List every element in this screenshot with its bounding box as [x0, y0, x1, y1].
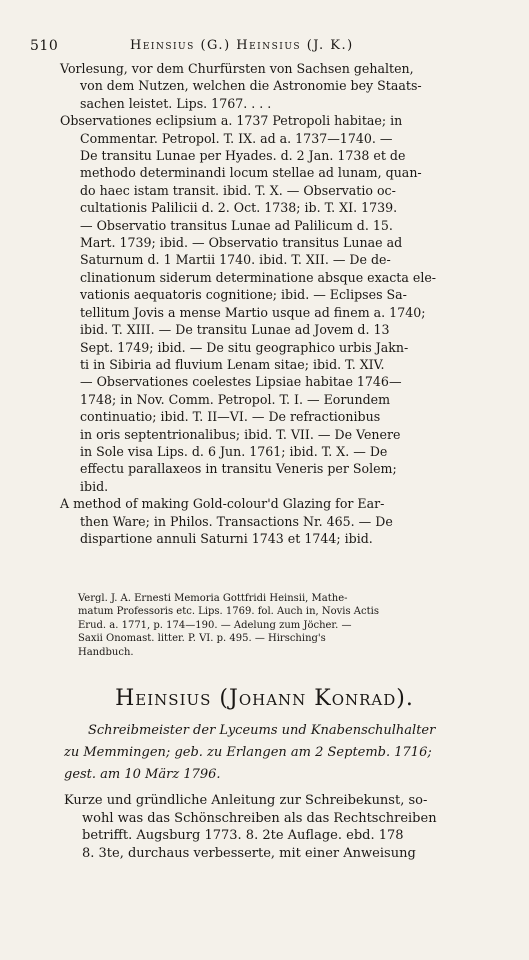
entry-line: Mart. 1739; ibid. — Observatio transitus Lunae ad [80, 235, 403, 251]
entry-line: ti in Sibiria ad fluvium Lenam sitae; ibid. T. XIV. [80, 356, 385, 372]
entry-gold-glazing [62, 495, 504, 547]
entry-line: 1748; in Nov. Comm. Petropol. T. I. — Eorundem [80, 391, 391, 407]
bibliography-entries [62, 60, 504, 547]
entry-line: tellitum Jovis a mense Martio usque ad finem a. 1740; [80, 304, 426, 320]
page-number: 510 [30, 38, 59, 54]
entry-line: sachen leistet. Lips. 1767. . . . [80, 95, 272, 111]
entry-line: Observationes eclipsium a. 1737 Petropoli habitae; in [60, 113, 403, 129]
entry-line: vationis aequatoris cognitione; ibid. — Eclipses Sa- [80, 287, 407, 303]
works-line: Kurze und gründliche Anleitung zur Schreibekunst, so- [64, 793, 428, 808]
entry-line: A method of making Gold-colour'd Glazing for Ear- [60, 496, 385, 512]
biography-works [64, 792, 510, 862]
reference-line: Vergl. J. A. Ernesti Memoria Gottfridi Heinsii, Mathe- [78, 593, 348, 604]
entry-line: do haec istam transit. ibid. T. X. — Observatio oc- [80, 182, 396, 198]
entry-line: ibid. T. XIII. — De transitu Lunae ad Jovem d. 13 [80, 322, 390, 338]
subtitle-line: Schreibmeister der Lyceums und Knabenschulhalter [88, 723, 436, 738]
entry-line: — Observatio transitus Lunae ad Palilicum d. 15. [80, 217, 393, 233]
entry-line: dispartione annuli Saturni 1743 et 1744; ibid. [80, 530, 373, 546]
reference-line: Saxii Onomast. litter. P. VI. p. 495. — Hirsching's [78, 633, 326, 645]
works-line: 8. 3te, durchaus verbesserte, mit einer Anweisung [82, 845, 416, 861]
entry-line: Sept. 1749; ibid. — De situ geographico urbis Jakn- [80, 339, 409, 355]
biography-heading-text: Heinsius (Johann Konrad). [115, 686, 414, 711]
entry-vorlesung [62, 60, 504, 112]
entry-line: von dem Nutzen, welchen die Astronomie bey Staats- [80, 78, 422, 94]
entry-line: then Ware; in Philos. Transactions Nr. 465. — De [80, 513, 393, 529]
reference-line: Erud. a. 1771, p. 174—190. — Adelung zum Jöcher. — [78, 619, 352, 631]
entry-line: ibid. [80, 478, 109, 494]
references-note [78, 592, 508, 659]
entry-observationes [62, 112, 504, 495]
entry-line: — Observationes coelestes Lipsiae habitae 1746— [80, 374, 402, 390]
entry-line: effectu parallaxeos in transitu Veneris per Solem; [80, 461, 397, 477]
running-title: Heinsius (G.) Heinsius (J. K.) [130, 38, 354, 53]
entry-line: clinationum siderum determinatione absque exacta ele- [80, 269, 437, 285]
biography-subtitle [64, 720, 504, 786]
running-head [30, 38, 500, 56]
subtitle-line: gest. am 10 März 1796. [64, 767, 221, 782]
reference-line: matum Professoris etc. Lips. 1769. fol. Auch in, Novis Actis [78, 606, 379, 618]
entry-line: cultationis Palilicii d. 2. Oct. 1738; ib. T. XI. 1739. [80, 200, 398, 216]
entry-line: in Sole visa Lips. d. 6 Jun. 1761; ibid. T. X. — De [80, 443, 388, 459]
entry-line: Saturnum d. 1 Martii 1740. ibid. T. XII. — De de- [80, 252, 391, 268]
entry-line: De transitu Lunae per Hyades. d. 2 Jan. 1738 et de [80, 148, 406, 164]
entry-line: methodo determinandi locum stellae ad lunam, quan- [80, 165, 422, 181]
entry-line: Vorlesung, vor dem Churfürsten von Sachsen gehalten, [60, 61, 414, 76]
entry-line: in oris septentrionalibus; ibid. T. VII. — De Venere [80, 426, 401, 442]
subtitle-line: zu Memmingen; geb. zu Erlangen am 2 Septemb. 1716; [64, 745, 432, 760]
works-line: wohl was das Schönschreiben als das Rechtschreiben [82, 810, 437, 826]
biography-heading [0, 686, 529, 711]
reference-line: Handbuch. [78, 646, 134, 658]
works-line: betrifft. Augsburg 1773. 8. 2te Auflage. ebd. 178 [82, 828, 404, 844]
entry-line: Commentar. Petropol. T. IX. ad a. 1737—1740. — [80, 130, 393, 146]
entry-line: continuatio; ibid. T. II—VI. — De refractionibus [80, 409, 381, 425]
